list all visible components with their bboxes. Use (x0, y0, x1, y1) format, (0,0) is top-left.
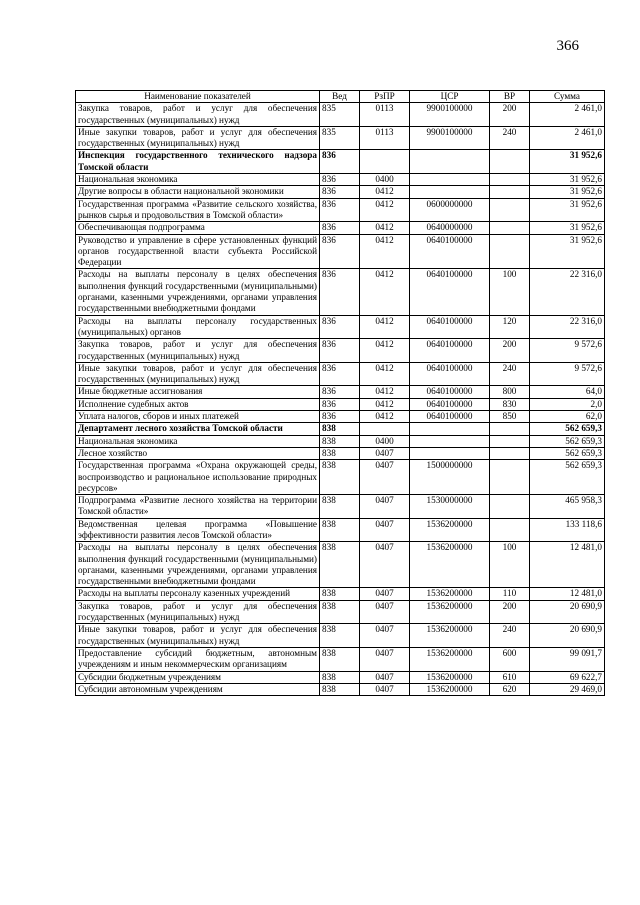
cell-rzpr: 0407 (360, 542, 410, 588)
cell-name: Расходы на выплаты персоналу государственных (муниципальных) органов (76, 315, 320, 339)
cell-ved: 838 (320, 518, 360, 542)
cell-rzpr: 0412 (360, 339, 410, 363)
cell-name: Ведомственная целевая программа «Повышение эффективности развития лесов Томской области» (76, 518, 320, 542)
cell-name: Закупка товаров, работ и услуг для обеспечения государственных (муниципальных) нужд (76, 339, 320, 363)
table-row (76, 222, 605, 234)
cell-sum: 20 690,9 (530, 600, 605, 624)
cell-sum: 64,0 (530, 386, 605, 398)
cell-sum: 2 461,0 (530, 103, 605, 127)
cell-csr: 1536200000 (410, 588, 490, 600)
cell-csr: 0640100000 (410, 362, 490, 386)
cell-sum: 62,0 (530, 411, 605, 423)
cell-vr: 850 (490, 411, 530, 423)
table-header-row (76, 91, 605, 103)
table-row (76, 447, 605, 459)
cell-csr: 1536200000 (410, 600, 490, 624)
cell-name: Иные закупки товаров, работ и услуг для обеспечения государственных (муниципальных) нужд (76, 362, 320, 386)
cell-vr: 240 (490, 126, 530, 150)
cell-name: Иные закупки товаров, работ и услуг для обеспечения государственных (муниципальных) нужд (76, 624, 320, 648)
cell-csr: 0600000000 (410, 198, 490, 222)
cell-rzpr: 0407 (360, 518, 410, 542)
cell-name: Расходы на выплаты персоналу казенных учреждений (76, 588, 320, 600)
table-row (76, 671, 605, 683)
cell-vr: 600 (490, 647, 530, 671)
table-row (76, 588, 605, 600)
cell-ved: 838 (320, 647, 360, 671)
cell-rzpr: 0407 (360, 683, 410, 695)
cell-rzpr: 0113 (360, 126, 410, 150)
cell-csr (410, 447, 490, 459)
cell-name: Руководство и управление в сфере установленных функций органов государственной власти субъекта Российской Федерации (76, 234, 320, 269)
cell-ved: 836 (320, 386, 360, 398)
cell-csr: 1536200000 (410, 683, 490, 695)
cell-ved: 836 (320, 362, 360, 386)
cell-name: Уплата налогов, сборов и иных платежей (76, 411, 320, 423)
cell-csr (410, 435, 490, 447)
cell-sum: 465 958,3 (530, 495, 605, 519)
cell-rzpr: 0412 (360, 315, 410, 339)
table-row (76, 103, 605, 127)
table-row (76, 150, 605, 174)
cell-ved: 836 (320, 174, 360, 186)
cell-sum: 31 952,6 (530, 222, 605, 234)
cell-sum: 22 316,0 (530, 269, 605, 315)
table-row (76, 339, 605, 363)
cell-vr (490, 460, 530, 495)
header-sum: Сумма (530, 91, 605, 103)
cell-csr (410, 186, 490, 198)
cell-rzpr: 0412 (360, 386, 410, 398)
cell-sum: 22 316,0 (530, 315, 605, 339)
cell-ved: 838 (320, 495, 360, 519)
cell-sum: 31 952,6 (530, 174, 605, 186)
cell-csr: 0640100000 (410, 398, 490, 410)
cell-vr: 100 (490, 542, 530, 588)
cell-vr: 100 (490, 269, 530, 315)
cell-csr: 1536200000 (410, 542, 490, 588)
cell-rzpr: 0412 (360, 411, 410, 423)
table-row (76, 600, 605, 624)
table-row (76, 269, 605, 315)
table-row (76, 386, 605, 398)
cell-sum: 12 481,0 (530, 588, 605, 600)
table-row (76, 495, 605, 519)
cell-sum: 29 469,0 (530, 683, 605, 695)
cell-sum: 562 659,3 (530, 423, 605, 435)
table-row (76, 174, 605, 186)
cell-sum: 12 481,0 (530, 542, 605, 588)
cell-rzpr: 0412 (360, 269, 410, 315)
table-body (76, 103, 605, 696)
header-name: Наименование показателей (76, 91, 320, 103)
cell-name: Закупка товаров, работ и услуг для обеспечения государственных (муниципальных) нужд (76, 600, 320, 624)
cell-csr: 0640100000 (410, 315, 490, 339)
cell-csr: 1536200000 (410, 624, 490, 648)
cell-ved: 838 (320, 423, 360, 435)
cell-name: Иные бюджетные ассигнования (76, 386, 320, 398)
cell-sum: 9 572,6 (530, 362, 605, 386)
cell-rzpr: 0412 (360, 186, 410, 198)
cell-ved: 836 (320, 234, 360, 269)
cell-vr (490, 423, 530, 435)
cell-vr (490, 222, 530, 234)
page-number: 366 (556, 38, 579, 54)
cell-sum: 9 572,6 (530, 339, 605, 363)
table-row (76, 398, 605, 410)
cell-vr: 200 (490, 339, 530, 363)
cell-vr (490, 186, 530, 198)
cell-ved: 838 (320, 600, 360, 624)
cell-ved: 838 (320, 447, 360, 459)
header-rzpr: РзПР (360, 91, 410, 103)
cell-name: Другие вопросы в области национальной экономики (76, 186, 320, 198)
cell-ved: 836 (320, 150, 360, 174)
cell-rzpr: 0407 (360, 647, 410, 671)
cell-ved: 838 (320, 460, 360, 495)
cell-ved: 835 (320, 126, 360, 150)
cell-sum: 2,0 (530, 398, 605, 410)
cell-ved: 835 (320, 103, 360, 127)
cell-ved: 838 (320, 588, 360, 600)
cell-vr (490, 435, 530, 447)
cell-name: Предоставление субсидий бюджетным, автономным учреждениям и иным некоммерческим организациям (76, 647, 320, 671)
cell-sum: 99 091,7 (530, 647, 605, 671)
cell-name: Инспекция государственного технического надзора Томской области (76, 150, 320, 174)
cell-ved: 836 (320, 186, 360, 198)
cell-name: Обеспечивающая подпрограмма (76, 222, 320, 234)
cell-vr: 110 (490, 588, 530, 600)
table-row (76, 362, 605, 386)
cell-csr: 9900100000 (410, 126, 490, 150)
cell-csr: 1530000000 (410, 495, 490, 519)
cell-vr: 830 (490, 398, 530, 410)
cell-vr: 200 (490, 600, 530, 624)
cell-sum: 31 952,6 (530, 150, 605, 174)
cell-rzpr: 0400 (360, 174, 410, 186)
header-vr: ВР (490, 91, 530, 103)
cell-vr: 800 (490, 386, 530, 398)
cell-vr (490, 198, 530, 222)
cell-rzpr (360, 423, 410, 435)
cell-sum: 2 461,0 (530, 126, 605, 150)
cell-rzpr: 0407 (360, 624, 410, 648)
cell-csr: 9900100000 (410, 103, 490, 127)
cell-name: Исполнение судебных актов (76, 398, 320, 410)
cell-ved: 836 (320, 398, 360, 410)
cell-csr (410, 423, 490, 435)
cell-csr: 0640100000 (410, 411, 490, 423)
table-row (76, 423, 605, 435)
table-row (76, 234, 605, 269)
cell-name: Субсидии бюджетным учреждениям (76, 671, 320, 683)
cell-vr: 610 (490, 671, 530, 683)
cell-sum: 31 952,6 (530, 198, 605, 222)
cell-vr (490, 234, 530, 269)
table-row (76, 542, 605, 588)
cell-rzpr: 0400 (360, 435, 410, 447)
cell-name: Подпрограмма «Развитие лесного хозяйства на территории Томской области» (76, 495, 320, 519)
cell-name: Закупка товаров, работ и услуг для обеспечения государственных (муниципальных) нужд (76, 103, 320, 127)
cell-ved: 836 (320, 222, 360, 234)
cell-csr (410, 174, 490, 186)
table-row (76, 126, 605, 150)
cell-sum: 31 952,6 (530, 234, 605, 269)
cell-name: Иные закупки товаров, работ и услуг для обеспечения государственных (муниципальных) нужд (76, 126, 320, 150)
budget-table (75, 90, 605, 696)
cell-rzpr (360, 150, 410, 174)
cell-csr: 0640100000 (410, 386, 490, 398)
cell-csr: 1536200000 (410, 518, 490, 542)
cell-csr: 1536200000 (410, 647, 490, 671)
cell-name: Лесное хозяйство (76, 447, 320, 459)
cell-sum: 562 659,3 (530, 435, 605, 447)
cell-name: Национальная экономика (76, 174, 320, 186)
table-row (76, 435, 605, 447)
cell-ved: 836 (320, 315, 360, 339)
cell-csr: 1536200000 (410, 671, 490, 683)
cell-sum: 31 952,6 (530, 186, 605, 198)
cell-rzpr: 0407 (360, 495, 410, 519)
cell-csr: 0640100000 (410, 234, 490, 269)
cell-ved: 836 (320, 269, 360, 315)
cell-name: Субсидии автономным учреждениям (76, 683, 320, 695)
cell-rzpr: 0407 (360, 588, 410, 600)
cell-name: Государственная программа «Развитие сельского хозяйства, рынков сырья и продовольствия в Томской области» (76, 198, 320, 222)
cell-vr (490, 174, 530, 186)
cell-rzpr: 0412 (360, 398, 410, 410)
cell-name: Государственная программа «Охрана окружающей среды, воспроизводство и рациональное использование природных ресурсов» (76, 460, 320, 495)
table-row (76, 683, 605, 695)
cell-vr (490, 518, 530, 542)
cell-rzpr: 0412 (360, 234, 410, 269)
table-row (76, 518, 605, 542)
table-row (76, 315, 605, 339)
table-row (76, 460, 605, 495)
cell-csr: 1500000000 (410, 460, 490, 495)
cell-vr: 620 (490, 683, 530, 695)
cell-vr: 240 (490, 624, 530, 648)
cell-ved: 838 (320, 671, 360, 683)
cell-vr (490, 150, 530, 174)
cell-rzpr: 0407 (360, 460, 410, 495)
cell-rzpr: 0113 (360, 103, 410, 127)
table-row (76, 198, 605, 222)
cell-csr (410, 150, 490, 174)
cell-vr: 200 (490, 103, 530, 127)
cell-sum: 562 659,3 (530, 460, 605, 495)
cell-ved: 838 (320, 683, 360, 695)
cell-ved: 838 (320, 542, 360, 588)
table-row (76, 624, 605, 648)
table-row (76, 186, 605, 198)
header-csr: ЦСР (410, 91, 490, 103)
cell-ved: 836 (320, 411, 360, 423)
cell-rzpr: 0407 (360, 447, 410, 459)
cell-rzpr: 0412 (360, 222, 410, 234)
table-row (76, 411, 605, 423)
cell-csr: 0640100000 (410, 339, 490, 363)
cell-rzpr: 0407 (360, 600, 410, 624)
cell-ved: 836 (320, 339, 360, 363)
cell-sum: 133 118,6 (530, 518, 605, 542)
cell-name: Расходы на выплаты персоналу в целях обеспечения выполнения функций государственными (муниципальными) органами, казенными учреждениями, органами управления государственными внебюджетными фондами (76, 269, 320, 315)
cell-rzpr: 0412 (360, 198, 410, 222)
cell-sum: 69 622,7 (530, 671, 605, 683)
cell-vr: 240 (490, 362, 530, 386)
cell-ved: 838 (320, 624, 360, 648)
cell-name: Национальная экономика (76, 435, 320, 447)
cell-rzpr: 0412 (360, 362, 410, 386)
cell-csr: 0640000000 (410, 222, 490, 234)
cell-name: Расходы на выплаты персоналу в целях обеспечения выполнения функций государственными (муниципальными) органами, казенными учреждениями, органами управления государственными внебюджетными фондами (76, 542, 320, 588)
cell-sum: 562 659,3 (530, 447, 605, 459)
cell-rzpr: 0407 (360, 671, 410, 683)
cell-name: Департамент лесного хозяйства Томской области (76, 423, 320, 435)
cell-ved: 838 (320, 435, 360, 447)
cell-csr: 0640100000 (410, 269, 490, 315)
cell-sum: 20 690,9 (530, 624, 605, 648)
cell-ved: 836 (320, 198, 360, 222)
cell-vr: 120 (490, 315, 530, 339)
cell-vr (490, 495, 530, 519)
table-row (76, 647, 605, 671)
header-ved: Вед (320, 91, 360, 103)
cell-vr (490, 447, 530, 459)
